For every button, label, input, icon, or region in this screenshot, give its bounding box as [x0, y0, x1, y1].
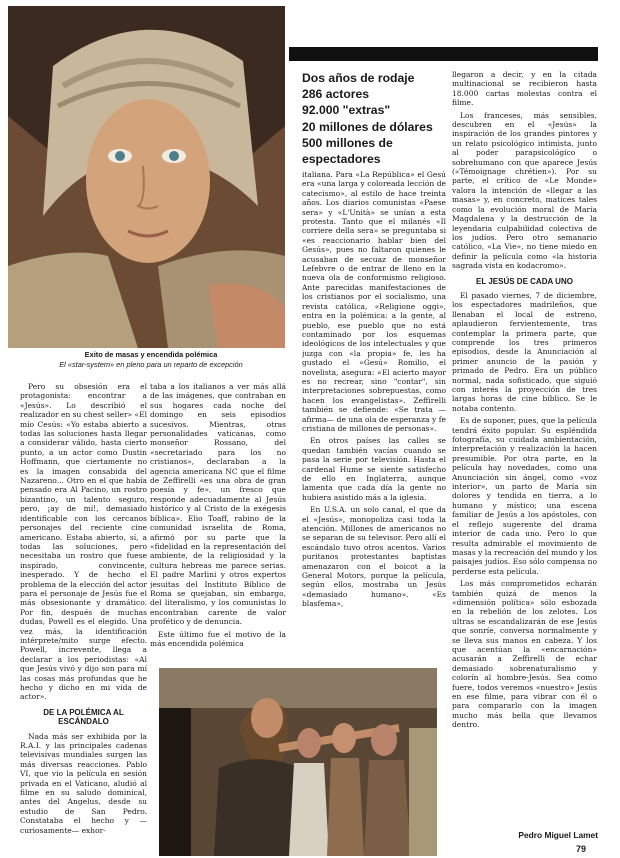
headline-line: 286 actores: [302, 87, 370, 102]
photo-boy-portrait-graphic: [8, 6, 285, 348]
article-column-3: [302, 170, 446, 670]
page-number: 79: [576, 844, 587, 854]
photo-group-scene-graphic: [159, 668, 437, 856]
section-heading: DE LA POLÉMICA AL ESCÁNDALO: [43, 707, 124, 727]
article-paragraph: En U.S.A. un solo canal, el que da el «Jesús», monopoliza casi toda la atención. Millones de americanos no se separan de su televisor. Pero allí el escándalo tuvo otros acentos. Varios puritanos protestantes baptistas amenazaron con el boicot a la General Motors, porque la película, según ellos, mostraba un Jesús «demasiado humano». «Es blasfema»,: [302, 505, 446, 609]
article-paragraph: Es de suponer, pues, que la película tendrá éxito popular. Su espléndida fotografía, su cuidada ambientación, interpretación y realización la hacen presumible. Por otra parte, en la película hay novedades, como una Anunciación sin ángel, como «voz interior», un parto de María sin dolores y tendida en tierra, a lo humano y místico; una escena familiar de Jesús a los apóstoles, con el reflejo sugerente del drama interior de cada uno. Pero lo que resulta admirable el movimiento de masas y la recreación del mundo y los paisajes judíos. Eso sólo compensa no perderse esta película.: [452, 416, 597, 576]
article-paragraph: El pasado viernes, 7 de diciembre, los espectadores madrileños, que llenaban el local de estreno, aplaudieron fervientemente, tras contemplar la primera parte, que comprende los tres primeros episodios, desde la Anunciación al primer anuncio de la pasión y primado de Pedro. Era un público normal, nada sofisticado, que siguió con interés la proyección de tres largas horas de cine bíblico. Se le notaba contento.: [452, 290, 597, 413]
article-paragraph: Pero su obsesión era el protagonista: encontrar a «Jesús». Lo describió el realizador en su chest seller» «El mío Cesús: «Yo estaba abierto a todas las soluciones hasta llegar a considerar válido, hasta cierto punto, a un actor como Dustin Hoffmann, que ciertamente no es la imagen consabida del Nazareno... Otro en el que había pensado era Al Pacino, un rostro bizantino, un talento seguro, pero, ¡ay de mí!, demasiado identificable con los cercanos personajes del reciente cine americano. Estaba abierto, sí, a todas las soluciones, pero necesitaba un rostro que fuese inspirado, convincente, inesperado. Y de hecho el problema de la elección del actor para el personaje de Jesús fue el más obsesionante y dramático. Por fin, después de muchas dudas, Powell es el elegido. Una vez más, la identificación intérprete/mito surge efecto. Powell, increvente, llega a declarar a los periodistas: «Al que Jesús vivó y dijo son para mí las cosas más profundas que he hecho y dicho en mi vida de actor».: [20, 382, 147, 702]
photo-group-scene: [159, 668, 437, 856]
article-paragraph: Los más comprometidos echarán también quizá de menos la «dimensión política» sólo esbozada en la rebelión de los zelotes. Los ultras se escandalizarán de ese Jesús que sonríe, conversa normalmente y se lleva sus manos en cabeza. Y los que acentúan la «encarnación» acusarán a Zeffirelli de echar demasiado sobrenaturalismo y colorín al hombre-Jesús. Sea como fuere, todos veremos «nuestro» Jesús en ese filme, para vibrar con él o para compararlo con la imagen mucho más bella que llevamos dentro.: [452, 579, 597, 730]
article-paragraph: italiana. Para «La República» el Gesú era «una larga y coloreada lección de catecismo», al estilo de hace treinta años. Los diarios comunistas «Paese sera» y «L'Unità» se unían a esta protesta. Tanto que el milanés «Il corriere della sera» se preguntaba si «es reaccionario hablar bien del Gesús», pues no faltaron quienes le acusaban de secuaz de monseñor Lefebvre o de entrar de lleno en la nueva ola de conformismo religioso. Ante parecidas manifestaciones de los cristianos por el socialismo, una revista católica, «Religione oggi», entra en la polémica: a la gente, al pueblo, ese pueblo que no está contaminado por los esquemas ideológicos de los intelectuales y que juzga con «la propia» fe, les ha gustado el «Gesú» Romilio, el novelista, asegura: «El acierto mayor es no recrear, sino "contar", sin interpretaciones sobrepuestas, como hacen los evangelistas». Zeffirelli también se defiende: «Se trata —afirma— de una ola de esperanza y fe cristiana de millones de personas».: [302, 170, 446, 433]
headline-line: 20 millones de dólares: [302, 119, 433, 134]
headline-line: Dos años de rodaje: [302, 71, 415, 85]
section-heading: EL JESÚS DE CADA UNO: [476, 276, 573, 286]
article-paragraph: llegaron a decir, y en la citada multinacional se recibieron hasta 18.000 cartas molestas contra el filme.: [452, 70, 597, 108]
header-bar: [289, 47, 598, 61]
article-column-4: [452, 70, 597, 845]
article-paragraph: Los franceses, más sensibles, descubren en el «Jesús» la inspiración de los grandes pintores y un relato psicológico intimista, junto al poder parapsicológico o sobrehumano con que aparece Jesús («Témoignage chrétien»). Por su parte, el crítico de «Le Monde» valora la intención de «llegar a las masas» y, en concreto, matices tales como la evolución moral de María Magdalena y la destrucción de la leyendaria culpabilidad colectiva de los judíos. Pero otro semanario católico, «La Vie», no tiene miedo en definir la película como «la historia sagrada vista en kodacromo».: [452, 110, 597, 271]
headline: [302, 70, 450, 167]
photo-caption: [20, 350, 282, 370]
article-column-1: [20, 382, 147, 852]
article-column-2: [150, 382, 286, 674]
article-paragraph: En otros países las calles se quedan también vacías cuando se pasa la serie por televisión. Hasta el cardenal Hume se siente satisfecho de ello en Inglaterra, aunque lamenta que cada día la gente no hubiera asistido más a la iglesia.: [302, 436, 446, 502]
article-paragraph: taba a los italianos a ver más allá de las imágenes, que contraban en sus hogares cada noche del domingo en seis episodios sucesivos. Mientras, otras personalidades vaticanas, como monseñor Rossano, del «secretariado para los no cristianos», declaraban a la agencia americana NC que el filme de Zeffirelli «es una obra de gran poesía y fe», un fresco que responde adecuadamente al Jesús histórico y al Cristo de la exégesis bíblica». Elio Toaff, rabino de la comunidad israelita de Roma, afirmó por su parte que la «fidelidad en la representación del ambiente, de la religiosidad y la cultura hebreas me parece serias. El padre Marlini y otros expertos jesuitas del Instituto Bíblico de Roma se quejaban, sin embargo, del literalismo, y los comunistas lo encontraban carente de valor profético y de denuncia.: [150, 382, 286, 627]
article-paragraph: Nada más ser exhibida por la R.A.I. y las principales cadenas televisivas mundiales surgen las más diversas reacciones. Pablo VI, que vio la película en sesión privada en el Vaticano, aludió al filme en su saludo dominical, antes del Angelus, desde su estudio de San Pedro. Constataba el hecho y —curiosamente— exhor-: [20, 731, 147, 835]
author-byline: Pedro Miguel Lamet: [518, 830, 598, 840]
photo-boy-portrait: [8, 6, 285, 348]
caption-title: Exito de masas y encendida polémica: [84, 350, 218, 359]
article-paragraph: Este último fue el motivo de la más encendida polémica: [150, 629, 286, 648]
headline-line: 500 millones de: [302, 135, 393, 150]
headline-line: 92.000 "extras": [302, 103, 391, 118]
caption-subtitle: El «star-system» en pleno para un reparto de excepción: [59, 360, 243, 369]
headline-line: espectadores: [302, 152, 381, 167]
